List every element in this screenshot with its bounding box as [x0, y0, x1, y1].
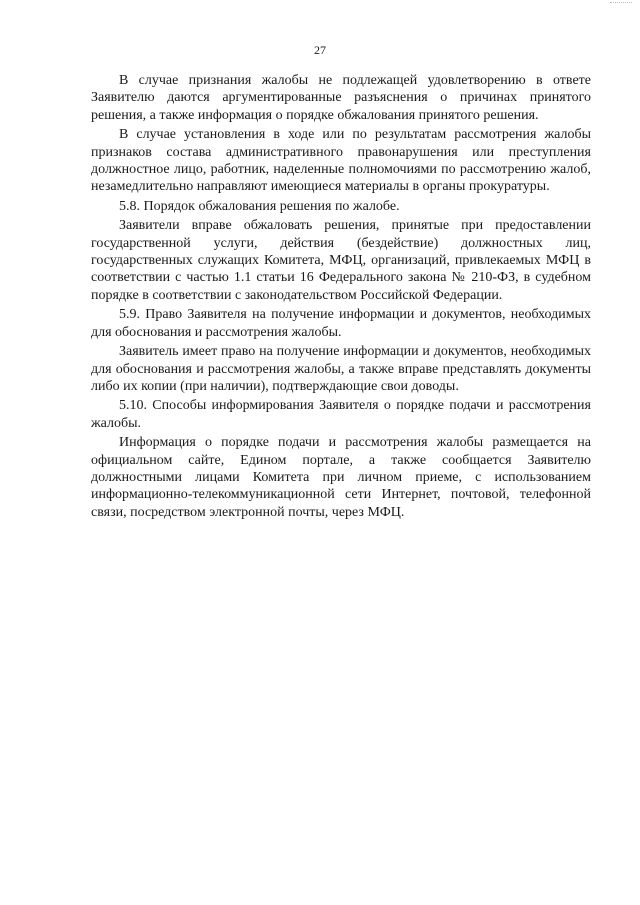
paragraph-appeal-court: Заявители вправе обжаловать решения, принятые при предоставлении государственной услуги, действия (бездействие) должностных лиц, государственных служащих Комитета, МФЦ, организаций, привлекаемых МФЦ в соответствии с частью 1.1 статьи 16 Федерального закона № 210-ФЗ, в судебном порядке в соответствии с законодательством Российской Федерации.: [91, 218, 591, 303]
scan-corner-mark: [610, 2, 632, 7]
paragraph-right-to-information: Заявитель имеет право на получение информации и документов, необходимых для обоснования и рассмотрения жалобы, а также вправе представлять документы либо их копии (при наличии), подтверждающие свои доводы.: [91, 344, 591, 394]
section-heading-5-10: 5.10. Способы информирования Заявителя о порядке подачи и рассмотрения жалобы.: [91, 398, 591, 431]
paragraph-complaint-rejected: В случае признания жалобы не подлежащей удовлетворению в ответе Заявителю даются аргументированные разъяснения о причинах принятого решения, а также информация о порядке обжалования принятого решения.: [91, 73, 591, 123]
section-heading-5-8: 5.8. Порядок обжалования решения по жалобе.: [119, 198, 400, 214]
paragraph-violation-found: В случае установления в ходе или по результатам рассмотрения жалобы признаков состава административного правонарушения или преступления должностное лицо, работник, наделенные полномочиями по рассмотрению жалоб, незамедлительно направляют имеющиеся материалы в органы прокуратуры.: [91, 127, 591, 195]
page-number: 27: [314, 43, 326, 57]
paragraph-information-channels: Информация о порядке подачи и рассмотрения жалобы размещается на официальном сайте, Едином портале, а также сообщается Заявителю должностными лицами Комитета при личном приеме, с использованием информационно-телекоммуникационной сети Интернет, почтовой, телефонной связи, посредством электронной почты, через МФЦ.: [91, 435, 591, 520]
section-heading-5-9: 5.9. Право Заявителя на получение информации и документов, необходимых для обоснования и рассмотрения жалобы.: [91, 307, 591, 340]
document-body: [91, 72, 591, 523]
